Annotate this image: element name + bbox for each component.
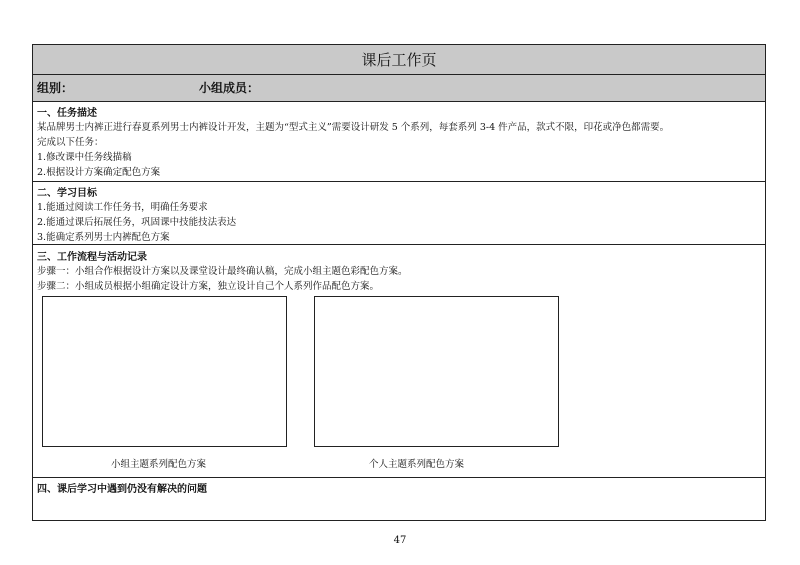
text-line: 2.能通过课后拓展任务，巩固课中技能技法表达	[37, 217, 237, 228]
text-line: 步骤一：小组合作根据设计方案以及课堂设计最终确认稿，完成小组主题色彩配色方案。	[37, 266, 408, 277]
section-heading: 二、学习目标	[37, 188, 97, 199]
text-line: 某品牌男士内裤正进行春夏系列男士内裤设计开发，主题为“型式主义”需要设计研发 5 个系列，每套系列 3-4 件产品，款式不限，印花或净色都需要。	[37, 122, 670, 133]
page-title: 课后工作页	[33, 45, 765, 75]
group-info-row	[33, 75, 765, 102]
section-heading: 三、工作流程与活动记录	[37, 252, 147, 263]
text-line: 完成以下任务：	[37, 137, 104, 148]
page-number: 47	[393, 535, 407, 546]
worksheet-table	[32, 44, 766, 521]
text-line: 步骤二：小组成员根据小组确定设计方案，独立设计自己个人系列作品配色方案。	[37, 281, 380, 292]
group-scheme-caption: 小组主题系列配色方案	[111, 459, 207, 470]
task-description-section	[33, 102, 765, 182]
section-heading: 四、课后学习中遇到仍没有解决的问题	[37, 484, 207, 495]
text-line: 1.能通过阅读工作任务书，明确任务要求	[37, 202, 208, 213]
group-color-scheme-box[interactable]	[42, 296, 287, 447]
text-line: 3.能确定系列男士内裤配色方案	[37, 232, 170, 243]
workflow-section	[33, 245, 765, 478]
members-label: 小组成员：	[199, 81, 260, 95]
personal-scheme-caption: 个人主题系列配色方案	[369, 459, 465, 470]
learning-goals-section	[33, 182, 765, 245]
unresolved-questions-section	[33, 478, 765, 520]
personal-color-scheme-box[interactable]	[314, 296, 559, 447]
text-line: 1.修改课中任务线描稿	[37, 152, 132, 163]
text-line: 2.根据设计方案确定配色方案	[37, 167, 161, 178]
group-label: 组别：	[37, 81, 74, 95]
section-heading: 一、任务描述	[37, 108, 97, 119]
